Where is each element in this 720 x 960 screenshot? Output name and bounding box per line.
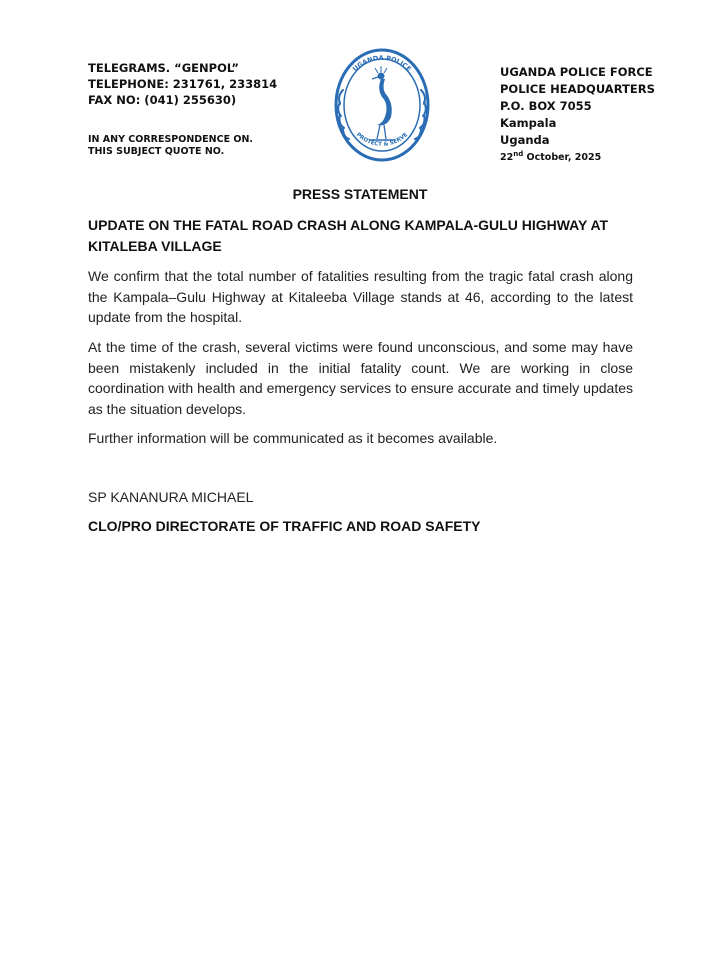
crest-bottom-text: PROTECT & SERVE — [354, 131, 410, 148]
telegrams-line: TELEGRAMS. “GENPOL” — [88, 61, 239, 75]
city: Kampala — [500, 116, 557, 130]
crest-top-text: UGANDA POLICE — [351, 53, 413, 74]
statement-paragraph-3: Further information will be communicated as it becomes available. — [88, 430, 498, 446]
press-statement-heading: PRESS STATEMENT — [292, 186, 428, 202]
signatory-name: SP KANANURA MICHAEL — [88, 489, 254, 505]
letterhead-contact-block — [88, 60, 328, 158]
correspondence-note-line-1: IN ANY CORRESPONDENCE ON. — [88, 134, 254, 145]
signatory-title: CLO/PRO DIRECTORATE OF TRAFFIC AND ROAD SAFETY — [88, 518, 481, 534]
statement-subject: UPDATE ON THE FATAL ROAD CRASH ALONG KAMPALA-GULU HIGHWAY AT KITALEBA VILLAGE — [88, 217, 609, 254]
statement-paragraph-2: At the time of the crash, several victims were found unconscious, and some may have been mistakenly included in the initial fatality count. We are working in close coordination with health and emergency services to ensure accurate and timely updates as the situation develops. — [88, 339, 633, 417]
uganda-police-crest-crane-icon — [331, 44, 433, 168]
letterhead-address-block — [500, 64, 700, 166]
statement-paragraph-1: We confirm that the total number of fatalities resulting from the tragic fatal crash along the Kampala–Gulu Highway at Kitaleeba Village stands at 46, according to the latest update from the hospital. — [88, 268, 633, 325]
po-box: P.O. BOX 7055 — [500, 99, 592, 113]
date-month-year: October, 2025 — [523, 152, 602, 163]
org-name: UGANDA POLICE FORCE — [500, 65, 653, 79]
date-suffix: nd — [513, 149, 524, 158]
telephone-line: TELEPHONE: 231761, 233814 — [88, 77, 278, 91]
date-day: 22 — [500, 152, 514, 163]
fax-line: FAX NO: (041) 255630) — [88, 93, 237, 107]
country: Uganda — [500, 133, 550, 147]
statement-date — [500, 149, 700, 166]
correspondence-note-line-2: THIS SUBJECT QUOTE NO. — [88, 146, 225, 157]
office-name: POLICE HEADQUARTERS — [500, 82, 655, 96]
